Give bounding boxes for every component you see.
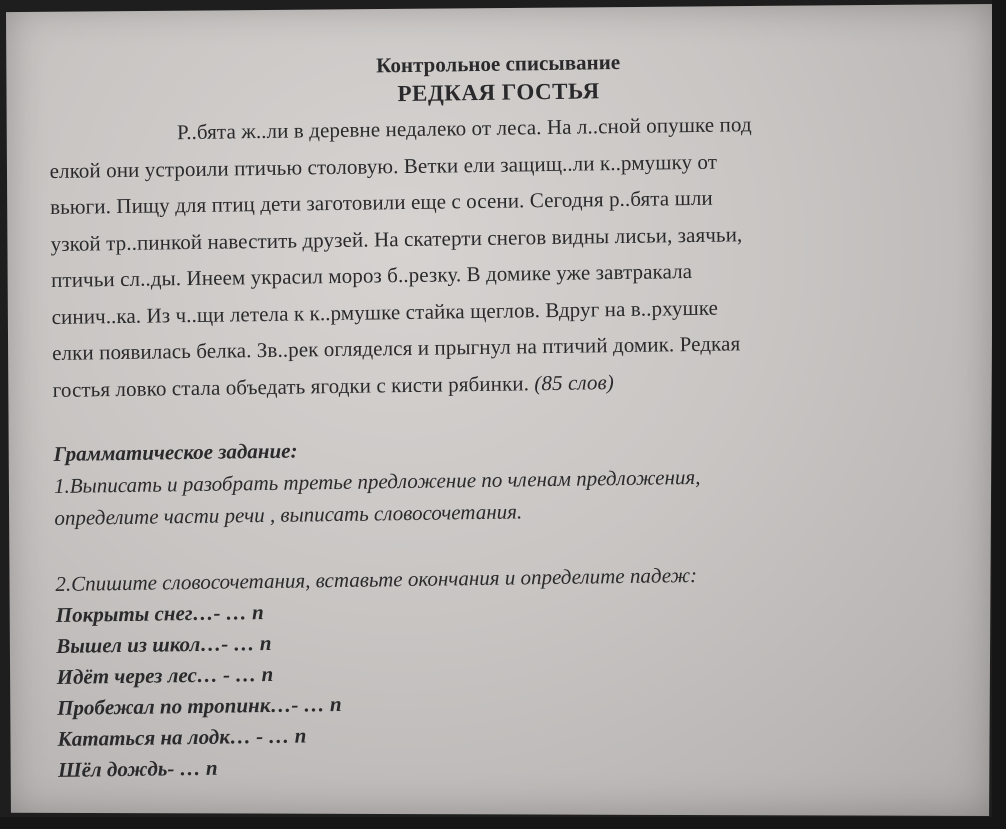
text-line: елкой они устроили птичью столовую. Ветки ели защищ..ли к..рмушку от (49, 149, 718, 183)
phrase-item: Шёл дождь- … п (57, 755, 218, 782)
task-line: определите части речи , выписать словосочетания. (54, 499, 523, 530)
phrase-item: Покрыты снег…- … п (55, 600, 264, 627)
phrase-item: Вышел из школ…- … п (56, 630, 272, 658)
grammar-task-2: 2.Спишите словосочетания, вставьте окончания и определите падеж: (55, 562, 698, 596)
phrase-item: Пробежал по тропинк…- … п (56, 691, 342, 720)
phrase-item: Идёт через лес… - … п (56, 661, 274, 689)
phrase-item: Кататься на лодк… - … п (57, 723, 307, 751)
document-title: РЕДКАЯ ГОСТЬЯ (397, 78, 600, 107)
text-line: птичьи сл..ды. Инеем украсил мороз б..резку. В домике уже завтракала (50, 259, 693, 292)
phrase-list (56, 588, 919, 786)
document-heading: Контрольное списывание (376, 50, 621, 78)
grammar-task-heading: Грамматическое задание: (53, 438, 298, 466)
text-line: синич..ка. Из ч..щи летела к к..рмушке стайка щеглов. Вдруг на в..рхушке (51, 295, 719, 329)
dictation-text (49, 104, 913, 408)
text-line: Р..бята ж..ли в деревне недалеко от леса. На л..сной опушке под (176, 112, 752, 145)
text-line: гостья ловко стала объедать ягодки с кисти рябинки. (52, 370, 530, 402)
grammar-task-1 (54, 458, 915, 534)
task-line: 1.Выписать и разобрать третье предложение по членам предложения, (53, 464, 701, 498)
photo-edge-bottom (0, 817, 1006, 829)
text-line: вьюги. Пищу для птиц дети заготовили еще с осени. Сегодня р..бята шли (49, 185, 713, 219)
photo-edge-right (992, 0, 1006, 829)
text-line: елки появилась белка. Зв..рек огляделся и прыгнул на птичий домик. Редкая (51, 331, 741, 365)
document-content (48, 44, 918, 786)
text-line: узкой тр..пинкой навестить друзей. На скатерти снегов видны лисьи, заячьи, (50, 221, 743, 256)
word-count: (85 слов) (534, 369, 614, 395)
